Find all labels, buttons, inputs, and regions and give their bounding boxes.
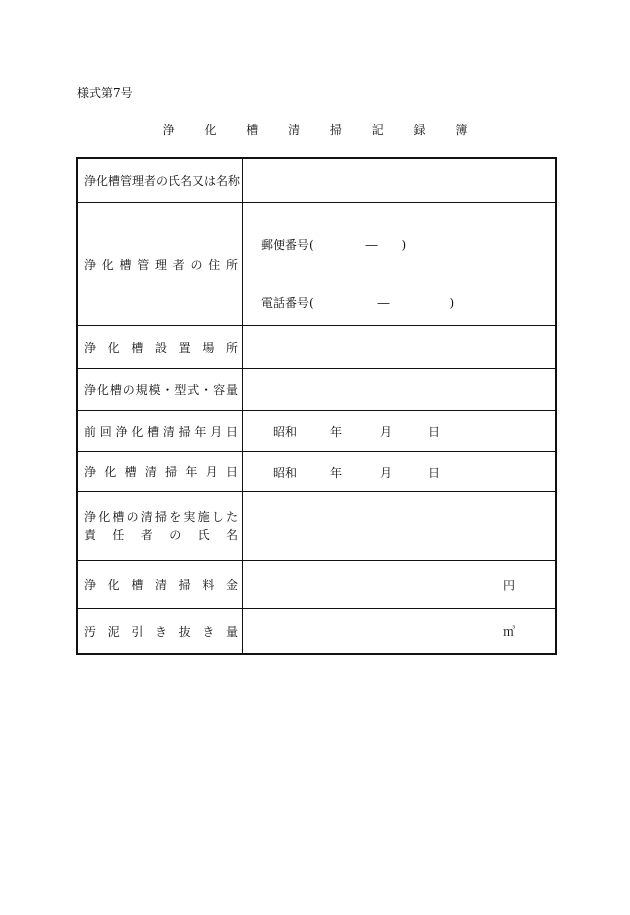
row-scale — [78, 368, 555, 410]
cubic-meter-unit: ㎥ — [502, 624, 515, 639]
manager-address-field[interactable] — [243, 203, 555, 325]
row-prev-date — [78, 410, 555, 451]
clean-date-field[interactable] — [243, 452, 555, 491]
prev-date-year-unit: 年 — [330, 425, 343, 439]
clean-date-era: 昭和 — [273, 465, 298, 480]
fee-field[interactable] — [243, 561, 555, 608]
row-clean-date — [78, 451, 555, 491]
record-table — [76, 157, 557, 655]
row-person — [78, 491, 555, 560]
form-number: 様式第7号 — [77, 86, 133, 100]
person-field[interactable] — [243, 492, 555, 560]
document-title: 浄 化 槽 清 掃 記 録 簿 — [162, 123, 481, 137]
prev-date-label: 前回浄化槽清掃年月日 — [78, 411, 243, 451]
location-label: 浄化槽設置場所 — [78, 326, 243, 368]
row-location — [78, 325, 555, 368]
manager-name-label: 浄化槽管理者の氏名又は名称 — [78, 159, 243, 202]
prev-date-era: 昭和 — [273, 425, 298, 439]
manager-name-field[interactable] — [243, 159, 555, 202]
location-field[interactable] — [243, 326, 555, 368]
prev-date-month-unit: 月 — [380, 425, 393, 439]
sludge-label: 汚泥引き抜き量 — [78, 609, 243, 653]
phone-number-field[interactable]: 電話番号( ― ) — [261, 296, 455, 310]
scale-label: 浄化槽の規模・型式・容量 — [78, 369, 243, 410]
manager-address-label: 浄化槽管理者の住所 — [78, 203, 243, 325]
person-label: 浄化槽の清掃を実施した 責任者の氏名 — [78, 492, 243, 560]
fee-label: 浄化槽清掃料金 — [78, 561, 243, 608]
yen-unit: 円 — [502, 578, 515, 592]
clean-date-label: 浄化槽清掃年月日 — [78, 452, 243, 491]
scale-field[interactable] — [243, 369, 555, 410]
clean-date-day-unit: 日 — [428, 465, 441, 480]
row-fee — [78, 560, 555, 608]
prev-date-field[interactable] — [243, 411, 555, 451]
row-manager-name — [78, 159, 555, 202]
row-sludge — [78, 608, 555, 653]
sludge-field[interactable] — [243, 609, 555, 653]
clean-date-year-unit: 年 — [330, 465, 343, 480]
prev-date-day-unit: 日 — [428, 425, 441, 439]
postal-code-field[interactable]: 郵便番号( ― ) — [261, 238, 407, 252]
clean-date-month-unit: 月 — [380, 465, 393, 480]
row-manager-address — [78, 202, 555, 325]
